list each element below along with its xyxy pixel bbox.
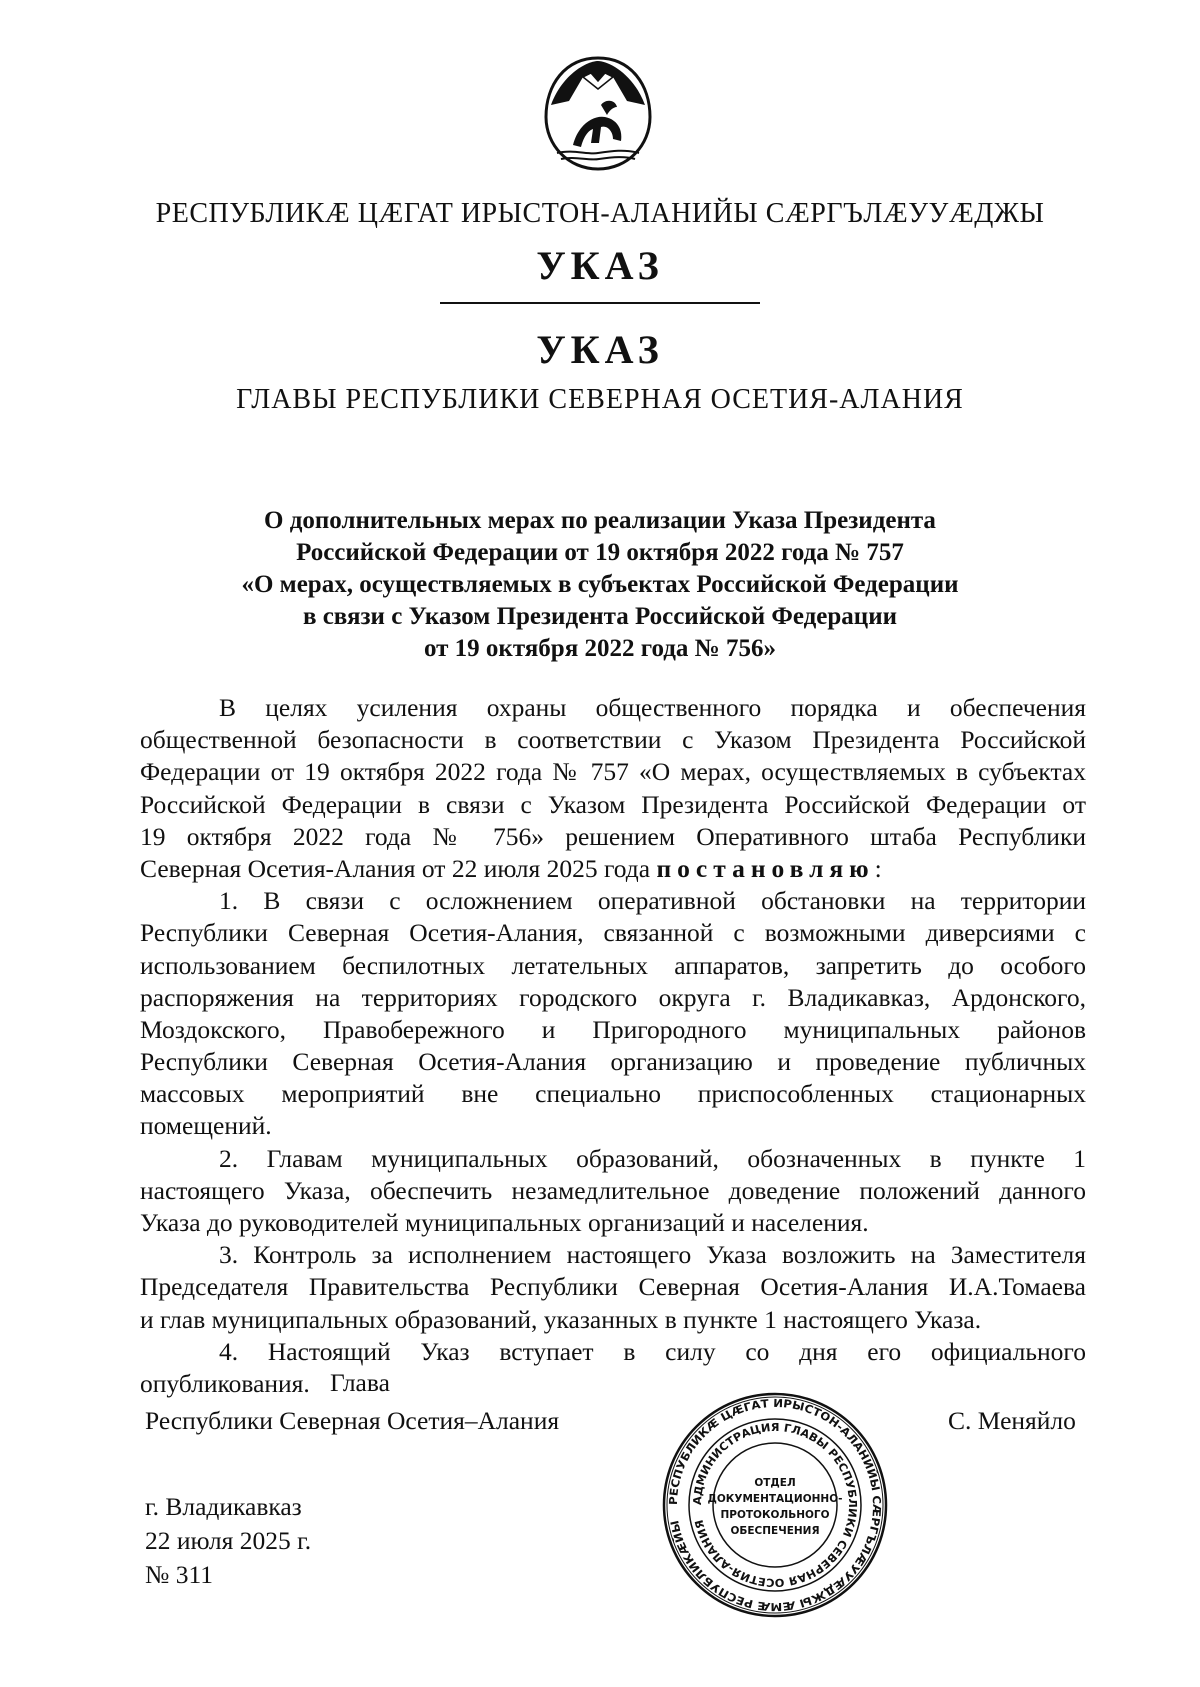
body-line: Федерации от 19 октября 2022 года № 757 «О мерах, осуществляемых в субъектах: [140, 757, 1086, 787]
body-line: 19 октября 2022 года № 756» решением Оперативного штаба Республики: [140, 821, 1086, 851]
body-line: 2. Главам муниципальных образований, обозначенных в пункте 1: [219, 1143, 1086, 1173]
body-line: В целях усиления охраны общественного порядка и обеспечения: [219, 693, 1086, 722]
issuer-subtitle: ГЛАВЫ РЕСПУБЛИКИ СЕВЕРНАЯ ОСЕТИЯ-АЛАНИЯ: [236, 384, 964, 415]
body-line: 3. Контроль за исполнением настоящего Указа возложить на Заместителя: [219, 1240, 1086, 1270]
decree-title-line: «О мерах, осуществляемых в субъектах Российской Федерации: [241, 571, 959, 598]
signatory-name: С. Меняйло: [948, 1406, 1076, 1435]
body-text: Северная Осетия-Алания от 22 июля 2025 года: [140, 853, 657, 883]
decree-title: [140, 505, 1060, 665]
body-line: массовых мероприятий вне специально приспособленных стационарных: [140, 1079, 1086, 1109]
decree-title-line: в связи с Указом Президента Российской Федерации: [302, 603, 898, 630]
decree-body: [140, 692, 1086, 1400]
stamp-middle-text: АДМИНИСТРАЦИЯ ГЛАВЫ РЕСПУБЛИКИ СЕВЕРНАЯ ОСЕТИЯ-АЛАНИЯ: [690, 1420, 860, 1590]
svg-text:АДМИНИСТРАЦИЯ ГЛАВЫ РЕСПУБЛИКИ: [691, 1421, 859, 1589]
body-line: помещений.: [140, 1111, 272, 1141]
body-line: общественной безопасности в соответствии с Указом Президента Российской: [140, 725, 1086, 755]
ukaz-heading-russian: УКАЗ: [536, 327, 664, 372]
stamp-center-line: ДОКУМЕНТАЦИОННО-: [707, 1493, 843, 1505]
divider-rule: [440, 302, 760, 304]
body-line: Российской Федерации в связи с Указом Президента Российской Федерации от: [140, 789, 1086, 819]
coat-of-arms-emblem-icon: [543, 55, 653, 173]
body-line: 1. В связи с осложнением оперативной обстановки на территории: [219, 886, 1086, 916]
body-line: и глав муниципальных образований, указанных в пункте 1 настоящего Указа.: [140, 1304, 982, 1334]
stamp-center-line: ОТДЕЛ: [754, 1477, 796, 1489]
body-line: Республики Северная Осетия-Алания, связанной с возможными диверсиями с: [140, 918, 1086, 948]
body-line: Председателя Правительства Республики Северная Осетия-Алания И.А.Томаева: [140, 1272, 1086, 1302]
body-line: распоряжения на территориях городского округа г. Владикавказ, Ардонского,: [140, 982, 1086, 1012]
body-line: 4. Настоящий Указ вступает в силу со дня его официального: [219, 1336, 1086, 1366]
resolution-word: постановляю: [656, 853, 875, 883]
decree-title-line: О дополнительных мерах по реализации Указа Президента: [264, 507, 936, 534]
stamp-outer-text: РЕСПУБЛИКӔ ЦӔГАТ ИРЫСТОН-АЛАНИЙЫ СӔРГЪЛӔУУӔДЖЫ ӔМӔ РЕСПУБЛИКӔЙЫ: [666, 1396, 884, 1614]
signatory-position-line2: Республики Северная Осетия–Алания: [145, 1406, 560, 1435]
body-line: настоящего Указа, обеспечить незамедлительное доведение положений данного: [140, 1175, 1086, 1205]
stamp-center-line: ПРОТОКОЛЬНОГО: [720, 1509, 830, 1521]
decree-number: № 311: [145, 1560, 214, 1589]
body-text: :: [874, 853, 882, 883]
body-line: опубликования.: [140, 1368, 310, 1398]
body-line: Республики Северная Осетия-Алания организацию и проведение публичных: [140, 1047, 1086, 1077]
body-line: Указа до руководителей муниципальных организаций и населения.: [140, 1208, 869, 1237]
ukaz-heading-ossetian: УКАЗ: [536, 243, 664, 288]
issue-city: г. Владикавказ: [145, 1492, 302, 1521]
official-stamp-icon: [660, 1390, 890, 1620]
signatory-position-line1: Глава: [330, 1368, 390, 1397]
decree-title-line: от 19 октября 2022 года № 756»: [423, 635, 777, 662]
body-line: [140, 853, 1086, 885]
issue-date: 22 июля 2025 г.: [145, 1526, 312, 1555]
ossetian-title: РЕСПУБЛИКӔ ЦӔГАТ ИРЫСТОН-АЛАНИЙЫ СӔРГЪЛӔУУӔДЖЫ: [155, 198, 1045, 229]
decree-title-line: Российской Федерации от 19 октября 2022 года № 757: [296, 539, 904, 566]
stamp-center-line: ОБЕСПЕЧЕНИЯ: [730, 1525, 820, 1537]
body-line: Моздокского, Правобережного и Пригородного муниципальных районов: [140, 1014, 1086, 1044]
body-line: использованием беспилотных летательных аппаратов, запретить до особого: [140, 950, 1086, 980]
